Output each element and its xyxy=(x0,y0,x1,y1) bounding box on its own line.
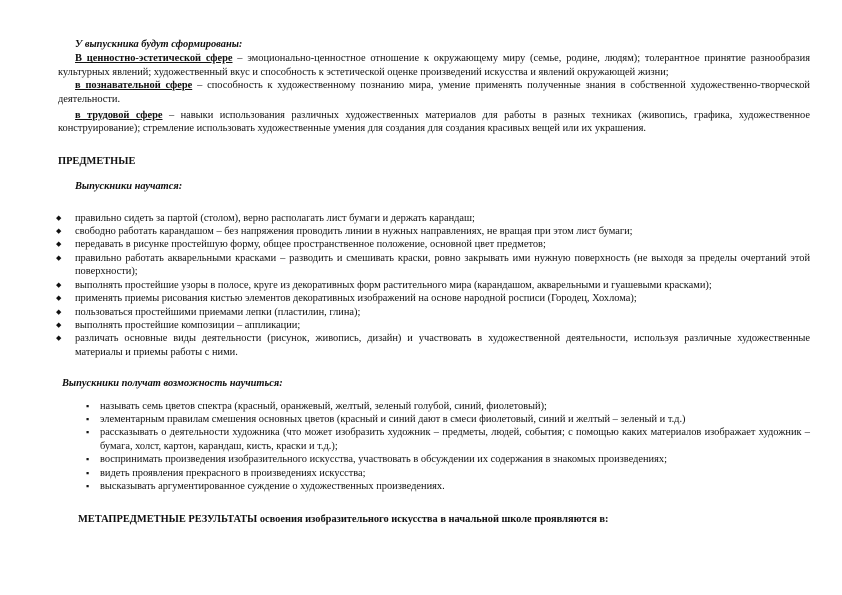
list-item: ◆ выполнять простейшие композиции – аппликации; xyxy=(58,319,810,332)
list-item: ▪ называть семь цветов спектра (красный, оранжевый, желтый, зеленый голубой, синий, фиолетовый); xyxy=(86,400,810,413)
list-item: ▪ элементарным правилам смешения основных цветов (красный и синий дают в смеси фиолетовый, синий и желтый – зеленый и т.д.) xyxy=(86,413,810,426)
list-item: ◆ передавать в рисунке простейшую форму, общее пространственное положение, основной цвет предметов; xyxy=(58,238,810,251)
opportunity-list xyxy=(86,400,810,494)
list-item: ▪ видеть проявления прекрасного в произведениях искусства; xyxy=(86,467,810,480)
intro-heading: У выпускника будут сформированы: xyxy=(75,39,243,50)
para-text: – эмоционально-ценностное отношение к окружающему миру (семье, родине, людям); толерантное принятие разнообразия культурных явлений; художественный вкус и способность к эстетической оценке произведений искусства и явлений окружающей жизни; xyxy=(58,53,810,78)
opportunity-heading: Выпускники получат возможность научиться: xyxy=(62,378,283,390)
list-item: ◆ пользоваться простейшими приемами лепки (пластилин, глина); xyxy=(58,306,810,319)
intro-para-aesthetic xyxy=(58,52,810,79)
list-item: ◆ правильно работать акварельными красками – разводить и смешивать краски, ровно закрывать ими нужную поверхность (не выходя за пределы очертаний этой поверхности); xyxy=(58,252,810,279)
list-item: ▪ воспринимать произведения изобразительного искусства, участвовать в обсуждении их содержания в знакомых произведениях; xyxy=(86,453,810,466)
term: в трудовой сфере xyxy=(75,110,163,122)
learn-heading: Выпускники научатся: xyxy=(75,181,183,193)
meta-heading-line xyxy=(58,513,810,526)
para-text: – способность к художественному познанию мира, умение применять полученные знания в собственной художественно-творческой деятельности. xyxy=(58,80,810,105)
para-text: – навыки использования различных художественных материалов для работы в разных техниках (живопись, графика, художественное конструирование); стремление использовать художественные умения для создания для создания красивых вещей или их украшения. xyxy=(58,110,810,135)
list-item: ▪ высказывать аргументированное суждение о художественных произведениях. xyxy=(86,480,810,493)
subject-heading: ПРЕДМЕТНЫЕ xyxy=(58,155,136,167)
list-item: ◆ различать основные виды деятельности (рисунок, живопись, дизайн) и участвовать в художественной деятельности, используя различные художественные материалы и приемы работы с ними. xyxy=(58,332,810,359)
intro-para-cognitive xyxy=(58,79,810,106)
intro-para-labor xyxy=(58,109,810,136)
meta-heading: МЕТАПРЕДМЕТНЫЕ РЕЗУЛЬТАТЫ xyxy=(78,514,258,526)
list-item: ◆ правильно сидеть за партой (столом), верно располагать лист бумаги и держать карандаш; xyxy=(58,212,810,225)
document-page xyxy=(58,38,810,527)
learn-list xyxy=(58,212,810,359)
meta-text: освоения изобразительного искусства в начальной школе проявляются в: xyxy=(257,514,609,526)
term: В ценностно-эстетической сфере xyxy=(75,53,233,65)
list-item: ▪ рассказывать о деятельности художника (что может изобразить художник – предметы, людей, события; с помощью каких материалов изображает художник – бумага, холст, картон, карандаш, кисть, краски и т.д.); xyxy=(86,426,810,453)
list-item: ◆ выполнять простейшие узоры в полосе, круге из декоративных форм растительного мира (карандашом, акварельными и гуашевыми красками); xyxy=(58,279,810,292)
list-item: ◆ свободно работать карандашом – без напряжения проводить линии в нужных направлениях, не вращая при этом лист бумаги; xyxy=(58,225,810,238)
term: в познавательной сфере xyxy=(75,80,193,92)
list-item: ◆ применять приемы рисования кистью элементов декоративных изображений на основе народной росписи (Городец, Хохлома); xyxy=(58,292,810,305)
